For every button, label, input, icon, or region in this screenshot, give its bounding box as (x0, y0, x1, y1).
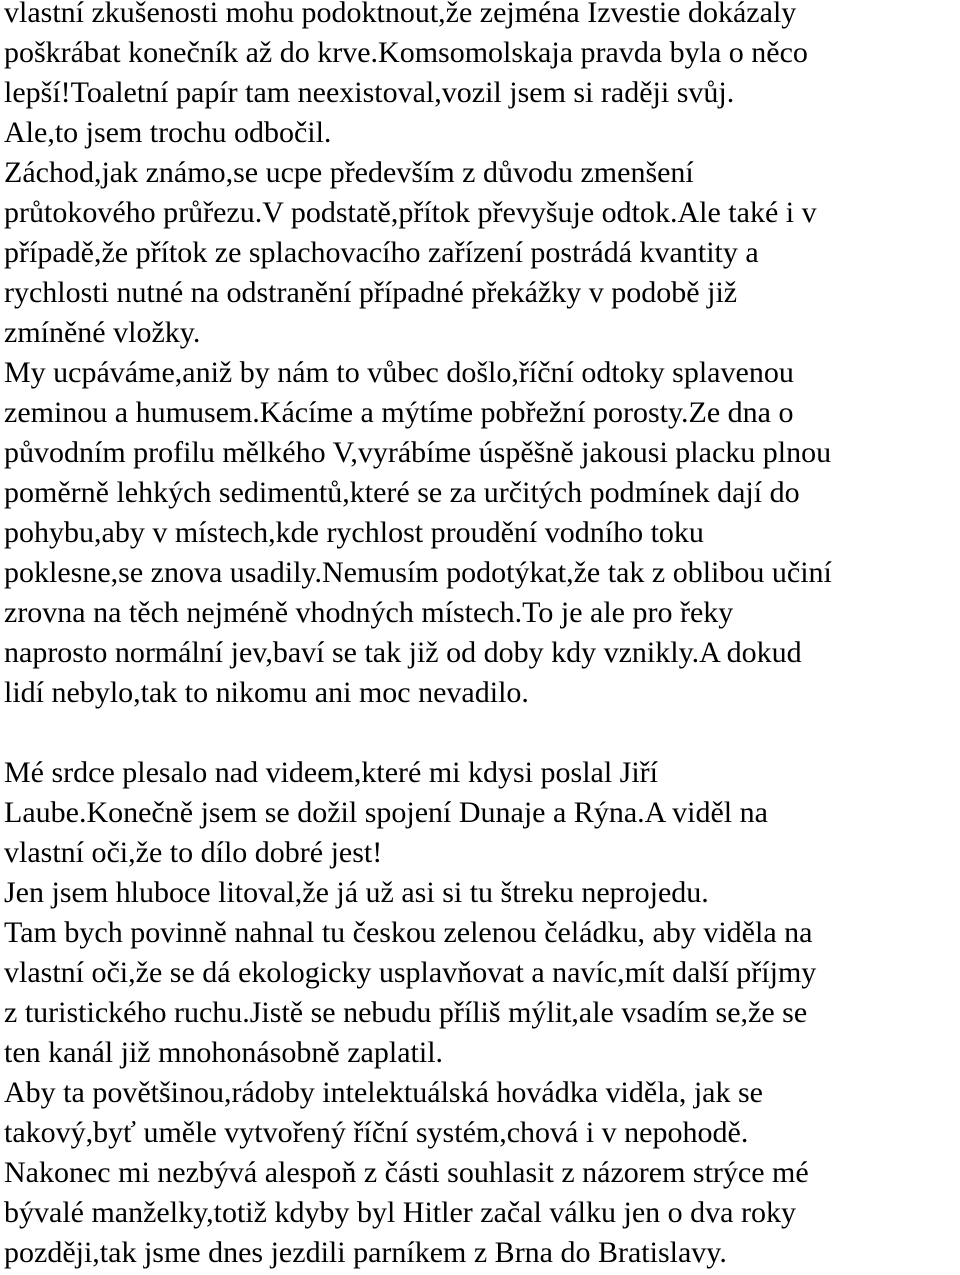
text-line: zrovna na těch nejméně vhodných místech.To je ale pro řeky (4, 596, 734, 629)
text-line: Nakonec mi nezbývá alespoň z části souhlasit z názorem strýce mé (4, 1156, 809, 1189)
text-line: pohybu,aby v místech,kde rychlost proudění vodního toku (4, 516, 704, 549)
text-line: vlastní zkušenosti mohu podoktnout,že zejména Izvestie dokázaly (4, 0, 797, 29)
text-line: původním profilu mělkého V,vyrábíme úspěšně jakousi placku plnou (4, 436, 832, 469)
text-line: Ale,to jsem trochu odbočil. (4, 116, 332, 149)
text-line: z turistického ruchu.Jistě se nebudu příliš mýlit,ale vsadím se,že se (4, 996, 808, 1029)
text-line: poškrábat konečník až do krve.Komsomolskaja pravda byla o něco (4, 36, 808, 69)
text-line: Aby ta povětšinou,rádoby intelektuálská hovádka viděla, jak se (4, 1076, 763, 1109)
text-line: poklesne,se znova usadily.Nemusím podotýkat,že tak z oblibou učiní (4, 556, 832, 589)
text-line: Tam bych povinně nahnal tu českou zelenou čeládku, aby viděla na (4, 916, 813, 949)
text-line: vlastní oči,že to dílo dobré jest! (4, 836, 383, 869)
text-line: případě,že přítok ze splachovacího zařízení postrádá kvantity a (4, 236, 759, 269)
text-line: poměrně lehkých sedimentů,které se za určitých podmínek dají do (4, 476, 800, 509)
text-line: vlastní oči,že se dá ekologicky usplavňovat a navíc,mít další příjmy (4, 956, 817, 989)
text-line: průtokového průřezu.V podstatě,přítok převyšuje odtok.Ale také i v (4, 196, 817, 229)
text-line: ten kanál již mnohonásobně zaplatil. (4, 1036, 444, 1069)
text-line: takový,byť uměle vytvořený říční systém,chová i v nepohodě. (4, 1116, 749, 1149)
text-line: naprosto normální jev,baví se tak již od doby kdy vznikly.A dokud (4, 636, 802, 669)
paragraph-block-canal (4, 753, 956, 1273)
text-line: zmíněné vložky. (4, 316, 201, 349)
text-line: Záchod,jak známo,se ucpe především z důvodu zmenšení (4, 156, 694, 189)
text-line: Jen jsem hluboce litoval,že já už asi si tu štreku neprojedu. (4, 876, 709, 909)
text-line: Laube.Konečně jsem se dožil spojení Dunaje a Rýna.A viděl na (4, 796, 768, 829)
paragraph-gap (4, 713, 956, 753)
text-line: My ucpáváme,aniž by nám to vůbec došlo,říční odtoky splavenou (4, 356, 794, 389)
text-line: později,tak jsme dnes jezdili parníkem z Brna do Bratislavy. (4, 1236, 727, 1269)
text-line: zeminou a humusem.Kácíme a mýtíme pobřežní porosty.Ze dna o (4, 396, 794, 429)
text-line: rychlosti nutné na odstranění případné překážky v podobě již (4, 276, 738, 309)
text-line: Mé srdce plesalo nad videem,které mi kdysi poslal Jiří (4, 756, 659, 789)
paragraph-block-river (4, 0, 956, 713)
document-page (4, 0, 956, 1273)
text-line: bývalé manželky,totiž kdyby byl Hitler začal válku jen o dva roky (4, 1196, 796, 1229)
text-line: lepší!Toaletní papír tam neexistoval,vozil jsem si raději svůj. (4, 76, 735, 109)
text-line: lidí nebylo,tak to nikomu ani moc nevadilo. (4, 676, 529, 709)
